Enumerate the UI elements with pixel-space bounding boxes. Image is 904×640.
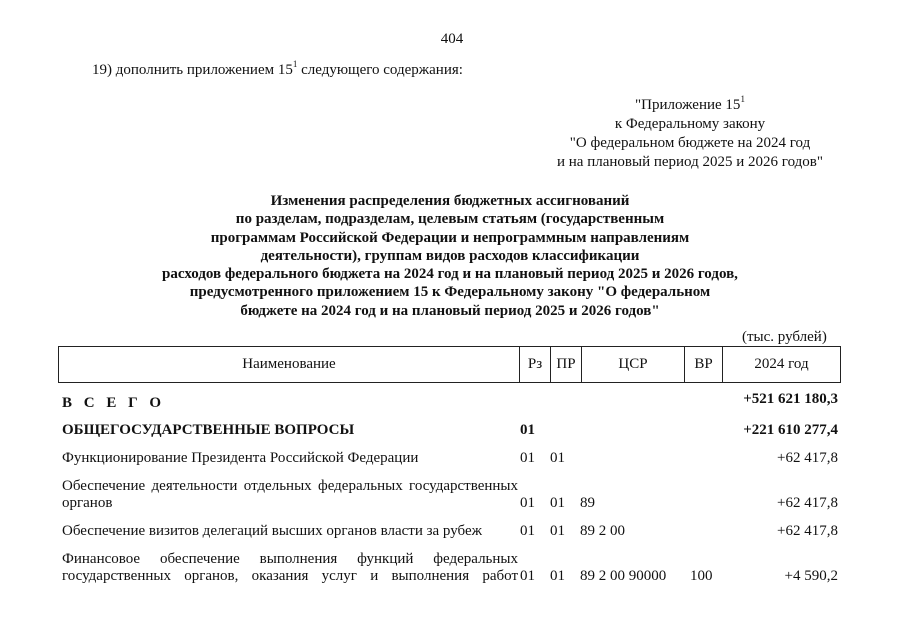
page-number: 404 — [440, 31, 464, 47]
row-name-line-1: Финансовое обеспечение выполнения функций федеральных — [62, 551, 518, 567]
header-year: 2024 год — [754, 356, 809, 372]
table-header — [58, 346, 841, 383]
row-vr: 100 — [690, 568, 713, 584]
row-csr: 89 2 00 — [580, 523, 625, 539]
row-value: +62 417,8 — [777, 450, 838, 466]
header-pr: ПР — [556, 356, 576, 372]
appendix-label: "Приложение 15 — [635, 97, 741, 113]
row-name-line-2: государственных органов, оказания услуг и выполнения работ — [62, 568, 518, 584]
row-total-name: В С Е Г О — [62, 395, 166, 411]
row-rz: 01 — [520, 495, 535, 511]
appendix-header — [540, 96, 840, 172]
row-name-line-1: Обеспечение деятельности отдельных федеральных государственных — [62, 478, 518, 494]
title-line: бюджете на 2024 год и на плановый период 2025 и 2026 годов" — [240, 302, 660, 319]
header-name: Наименование — [242, 356, 336, 372]
intro-text: 19) дополнить приложением 15 — [92, 62, 293, 78]
row-csr: 89 2 00 90000 — [580, 568, 667, 584]
appendix-line-2: к Федеральному закону — [614, 116, 766, 132]
row-value: +221 610 277,4 — [743, 422, 838, 438]
title-line: Изменения распределения бюджетных ассигнований — [270, 193, 630, 209]
row-name: Обеспечение визитов делегаций высших органов власти за рубеж — [62, 523, 482, 539]
row-pr: 01 — [550, 450, 565, 466]
header-vr: ВР — [694, 356, 713, 372]
row-rz: 01 — [520, 450, 535, 466]
intro-superscript: 1 — [292, 59, 298, 69]
row-rz: 01 — [520, 523, 535, 539]
appendix-line-3: "О федеральном бюджете на 2024 год — [569, 135, 811, 151]
title-line: предусмотренного приложением 15 к Федеральному закону "О федеральном — [189, 284, 711, 301]
title-line: программам Российской Федерации и непрограммным направлениям — [210, 229, 690, 246]
header-csr: ЦСР — [618, 356, 648, 372]
row-name-line-2: органов — [62, 495, 113, 511]
row-pr: 01 — [550, 495, 565, 511]
intro-paragraph — [92, 59, 463, 79]
row-pr: 01 — [550, 568, 565, 584]
title-line: деятельности), группам видов расходов классификации — [260, 247, 640, 264]
row-value: +62 417,8 — [777, 495, 838, 511]
row-rz: 01 — [520, 568, 535, 584]
row-value: +4 590,2 — [784, 568, 838, 584]
row-pr: 01 — [550, 523, 565, 539]
row-total-value: +521 621 180,3 — [743, 391, 838, 407]
header-rz: Рз — [527, 356, 543, 372]
appendix-line-1 — [540, 96, 840, 115]
appendix-superscript: 1 — [740, 94, 745, 104]
document-title — [140, 192, 760, 320]
appendix-line-4: и на плановый период 2025 и 2026 годов" — [557, 154, 823, 170]
row-csr: 89 — [580, 495, 595, 511]
row-name: ОБЩЕГОСУДАРСТВЕННЫЕ ВОПРОСЫ — [62, 422, 355, 438]
intro-tail: следующего содержания: — [297, 62, 463, 78]
title-line: по разделам, подразделам, целевым статьям (государственным — [235, 211, 665, 228]
units-label: (тыс. рублей) — [742, 329, 827, 345]
row-value: +62 417,8 — [777, 523, 838, 539]
title-line: расходов федерального бюджета на 2024 год и на плановый период 2025 и 2026 годов, — [162, 266, 738, 283]
row-name: Функционирование Президента Российской Федерации — [62, 450, 419, 466]
row-rz: 01 — [520, 422, 535, 438]
